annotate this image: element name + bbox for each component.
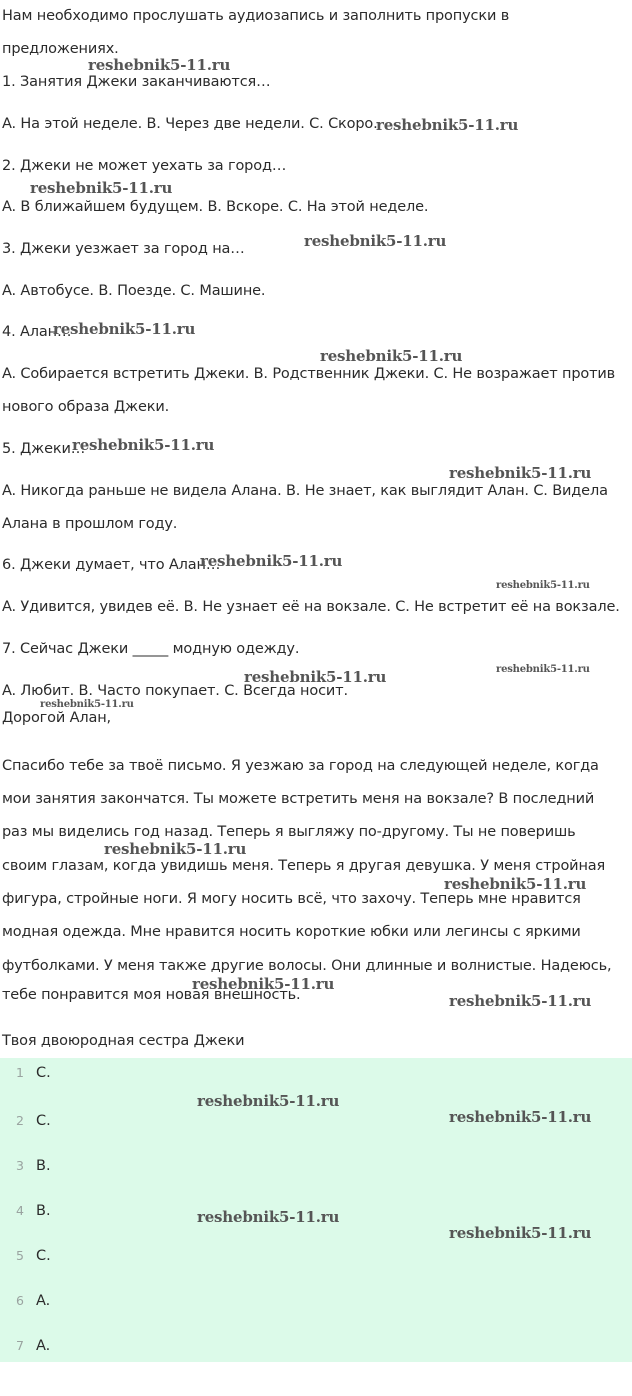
question-5: 5. Джеки… (2, 441, 86, 457)
answer-value: A. (36, 1293, 51, 1309)
answer-value: A. (36, 1338, 51, 1354)
question-3: 3. Джеки уезжает за город на… (2, 241, 245, 257)
watermark: reshebnik5-11.ru (449, 992, 592, 1010)
letter-line-1: Спасибо тебе за твоё письмо. Я уезжаю за город на следующей неделе, когда (2, 758, 599, 774)
watermark: reshebnik5-11.ru (496, 580, 590, 591)
question-7: 7. Сейчас Джеки _____ модную одежду. (2, 641, 300, 657)
watermark: reshebnik5-11.ru (53, 320, 196, 338)
watermark: reshebnik5-11.ru (197, 1092, 340, 1110)
answer-number: 2 (16, 1113, 24, 1128)
letter-line-3: раз мы виделись год назад. Теперь я выгляжу по-другому. Ты не поверишь (2, 824, 576, 840)
watermark: reshebnik5-11.ru (30, 179, 173, 197)
watermark: reshebnik5-11.ru (449, 1224, 592, 1242)
watermark: reshebnik5-11.ru (72, 436, 215, 454)
letter-line-4: своим глазам, когда увидишь меня. Теперь я другая девушка. У меня стройная (2, 858, 606, 874)
answer-number: 4 (16, 1203, 24, 1218)
answer-value: C. (36, 1065, 51, 1081)
watermark: reshebnik5-11.ru (304, 232, 447, 250)
letter-signature: Твоя двоюродная сестра Джеки (2, 1033, 245, 1049)
watermark: reshebnik5-11.ru (200, 552, 343, 570)
answer-value: C. (36, 1113, 51, 1129)
watermark: reshebnik5-11.ru (496, 664, 590, 675)
letter-line-6: модная одежда. Мне нравится носить короткие юбки или легинсы с яркими (2, 924, 581, 940)
watermark: reshebnik5-11.ru (320, 347, 463, 365)
answer-number: 7 (16, 1338, 24, 1353)
options-5-line-2: Алана в прошлом году. (2, 516, 178, 532)
letter-line-2: мои занятия закончатся. Ты можете встретить меня на вокзале? В последний (2, 791, 595, 807)
question-4: 4. Алан… (2, 324, 72, 340)
watermark: reshebnik5-11.ru (197, 1208, 340, 1226)
options-4-line-2: нового образа Джеки. (2, 399, 170, 415)
question-2: 2. Джеки не может уехать за город… (2, 158, 287, 174)
options-1: A. На этой неделе. B. Через две недели. C. Скоро. (2, 116, 378, 132)
answer-value: B. (36, 1158, 51, 1174)
watermark: reshebnik5-11.ru (449, 1108, 592, 1126)
options-3: A. Автобусе. B. Поезде. C. Машине. (2, 283, 266, 299)
intro-line-2: предложениях. (2, 41, 119, 57)
options-2: A. В ближайшем будущем. B. Вскоре. C. На этой неделе. (2, 199, 429, 215)
options-5-line-1: A. Никогда раньше не видела Алана. B. Не знает, как выглядит Алан. C. Видела (2, 483, 608, 499)
intro-line-1: Нам необходимо прослушать аудиозапись и заполнить пропуски в (2, 8, 510, 24)
watermark: reshebnik5-11.ru (449, 464, 592, 482)
answer-number: 3 (16, 1158, 24, 1173)
options-4-line-1: A. Собирается встретить Джеки. B. Родственник Джеки. C. Не возражает против (2, 366, 616, 382)
answer-number: 5 (16, 1248, 24, 1263)
watermark: reshebnik5-11.ru (88, 56, 231, 74)
letter-line-5: фигура, стройные ноги. Я могу носить всё, что захочу. Теперь мне нравится (2, 891, 581, 907)
answer-value: B. (36, 1203, 51, 1219)
letter-line-8: тебе понравится моя новая внешность. (2, 987, 301, 1003)
letter-line-7: футболками. У меня также другие волосы. Они длинные и волнистые. Надеюсь, (2, 958, 612, 974)
question-1: 1. Занятия Джеки заканчиваются… (2, 74, 271, 90)
question-6: 6. Джеки думает, что Алан… (2, 557, 221, 573)
answer-number: 6 (16, 1293, 24, 1308)
watermark: reshebnik5-11.ru (192, 975, 335, 993)
watermark: reshebnik5-11.ru (444, 875, 587, 893)
answer-value: C. (36, 1248, 51, 1264)
watermark: reshebnik5-11.ru (244, 668, 387, 686)
options-6: A. Удивится, увидев её. B. Не узнает её на вокзале. C. Не встретит её на вокзале. (2, 599, 620, 615)
letter-greeting: Дорогой Алан, (2, 710, 112, 726)
watermark: reshebnik5-11.ru (104, 840, 247, 858)
answer-number: 1 (16, 1065, 24, 1080)
watermark: reshebnik5-11.ru (376, 116, 519, 134)
watermark: reshebnik5-11.ru (40, 699, 134, 710)
options-7: A. Любит. B. Часто покупает. C. Всегда носит. (2, 683, 348, 699)
